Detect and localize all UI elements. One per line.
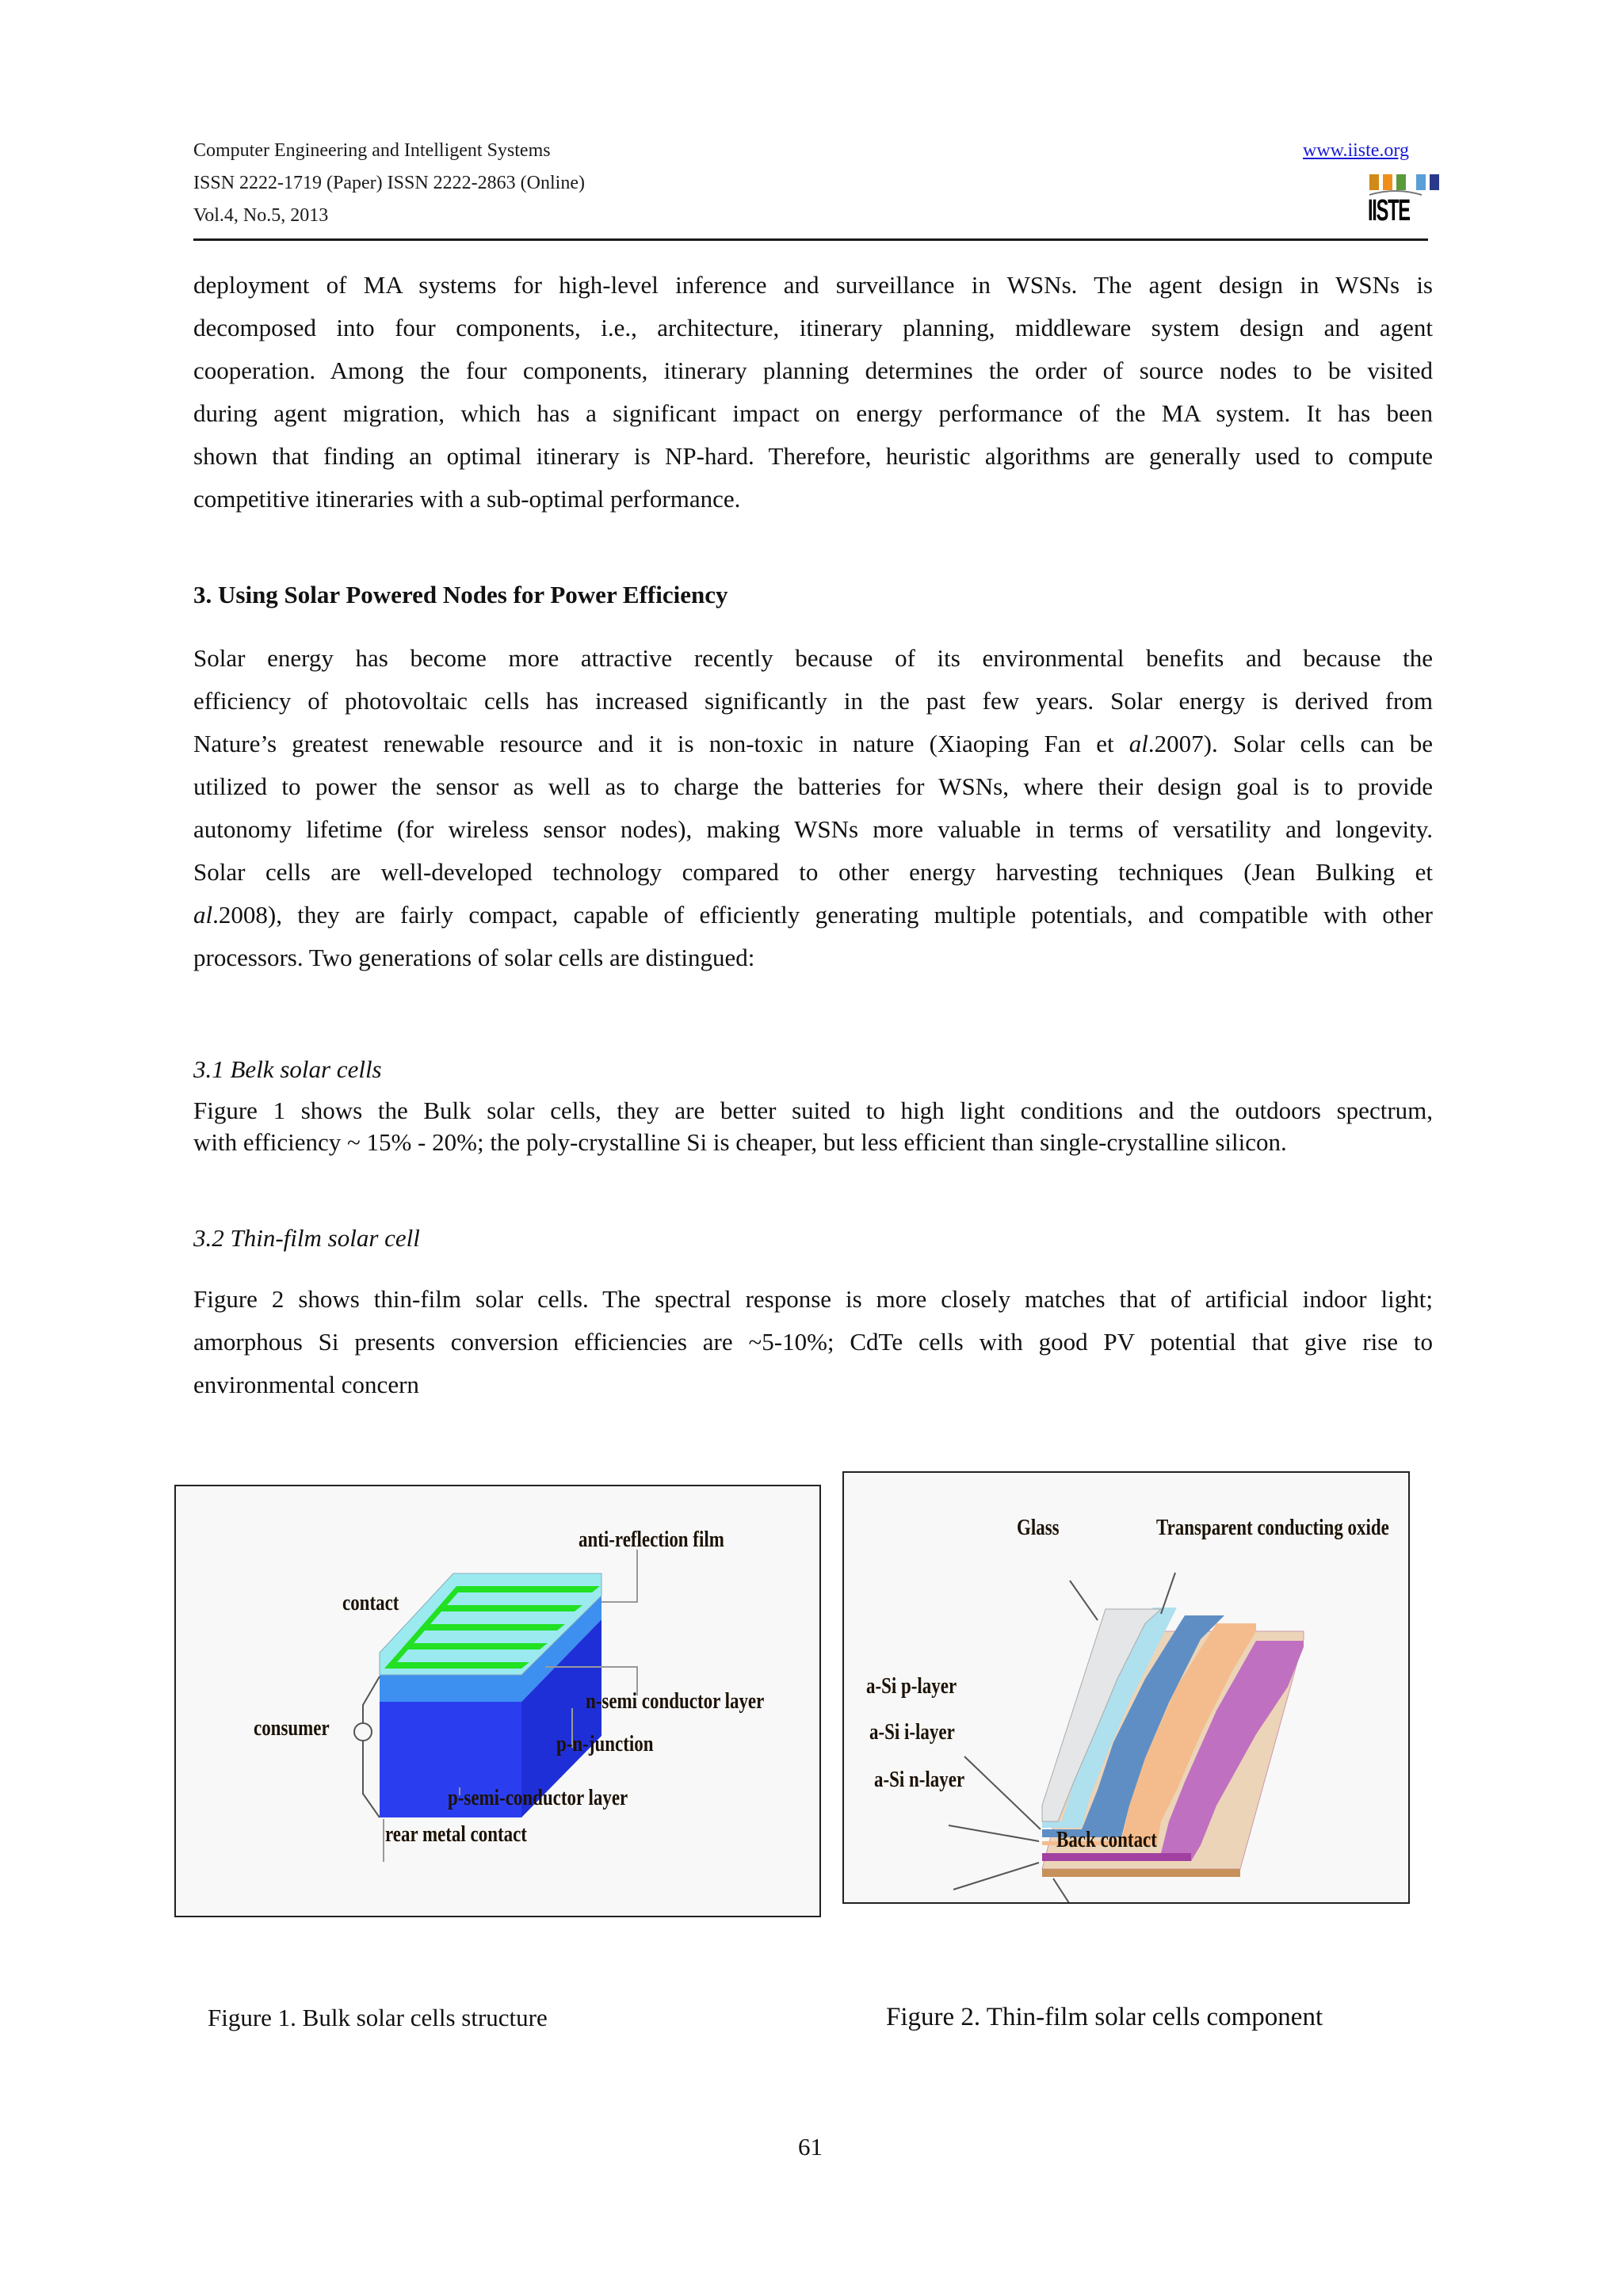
label-back-contact: Back contact	[1056, 1828, 1157, 1852]
paragraph-line: efficiency of photovoltaic cells has increased significantly in the past few years. Solar energy is derived from	[193, 687, 1433, 715]
label-consumer: consumer	[254, 1716, 330, 1741]
paragraph-line: Solar cells are well-developed technology compared to other energy harvesting techniques (Jean Bulking et	[193, 858, 1433, 886]
paragraph-line: decomposed into four components, i.e., architecture, itinerary planning, middleware system design and agent	[193, 314, 1433, 341]
figure-2-caption: Figure 2. Thin-film solar cells component	[886, 2003, 1323, 2031]
paragraph-line: Solar energy has become more attractive recently because of its environmental benefits and because the	[193, 644, 1433, 672]
citation-italic: al	[193, 901, 213, 929]
paragraph-line: competitive itineraries with a sub-optimal performance.	[193, 485, 741, 513]
paragraph-line: amorphous Si presents conversion efficiencies are ~5-10%; CdTe cells with good PV potential that give rise to	[193, 1328, 1433, 1356]
label-n-semiconductor-layer: n-semi conductor layer	[586, 1689, 765, 1714]
figure-1-bulk-solar-cell	[174, 1485, 821, 1917]
volume-line: Vol.4, No.5, 2013	[193, 205, 329, 226]
paragraph-line: shown that finding an optimal itinerary is NP-hard. Therefore, heuristic algorithms are generally used to compute	[193, 442, 1433, 470]
issn-line: ISSN 2222-1719 (Paper) ISSN 2222-2863 (Online)	[193, 173, 585, 193]
text-run: Nature’s greatest renewable resource and it is non-toxic in nature (Xiaoping Fan et	[193, 730, 1129, 757]
paragraph-line	[193, 723, 1433, 765]
section3-1-paragraph	[193, 1095, 1433, 1158]
text-run: .2008), they are fairly compact, capable of efficiently generating multiple potentials, and compatible with other	[212, 901, 1433, 929]
journal-website-link[interactable]: www.iiste.org	[1303, 140, 1409, 161]
section3-paragraph	[193, 637, 1433, 979]
figure-2-thin-film-solar-cell	[842, 1471, 1410, 1904]
logo-bar	[1416, 174, 1426, 190]
logo-bar	[1396, 174, 1406, 190]
paragraph-line: environmental concern	[193, 1371, 419, 1398]
logo-text: IISTE	[1368, 194, 1410, 227]
intro-paragraph	[193, 264, 1433, 521]
text-run: .2007). Solar cells can be	[1148, 730, 1433, 757]
header-rule	[193, 238, 1428, 241]
section3-2-paragraph	[193, 1278, 1433, 1406]
paragraph-line: deployment of MA systems for high-level inference and surveillance in WSNs. The agent design in WSNs is	[193, 271, 1433, 299]
logo-bar	[1383, 174, 1392, 190]
paragraph-line: during agent migration, which has a significant impact on energy performance of the MA system. It has been	[193, 399, 1433, 427]
logo-bar	[1430, 174, 1439, 190]
paragraph-line: cooperation. Among the four components, itinerary planning determines the order of source nodes to be visited	[193, 357, 1433, 384]
label-rear-metal-contact: rear metal contact	[385, 1822, 527, 1847]
subsection-heading: 3.1 Belk solar cells	[193, 1055, 382, 1083]
label-transparent-conducting-oxide: Transparent conducting oxide	[1156, 1516, 1389, 1540]
label-p-semiconductor-layer: p-semi-conductor layer	[448, 1786, 628, 1810]
label-glass: Glass	[1017, 1516, 1060, 1540]
logo-color-bars	[1369, 174, 1439, 190]
citation-italic: al	[1128, 730, 1148, 757]
paragraph-line: autonomy lifetime (for wireless sensor nodes), making WSNs more valuable in terms of versatility and longevity.	[193, 815, 1433, 843]
logo-bar	[1369, 174, 1379, 190]
section-heading: 3. Using Solar Powered Nodes for Power Efficiency	[193, 581, 728, 608]
label-pn-junction: p-n-junction	[556, 1732, 654, 1756]
paragraph-line: Figure 1 shows the Bulk solar cells, they are better suited to high light conditions and the outdoors spectrum,	[193, 1097, 1433, 1124]
label-a-si-i-layer: a-Si i-layer	[869, 1720, 955, 1745]
subsection-heading: 3.2 Thin-film solar cell	[193, 1224, 420, 1252]
paragraph-line: utilized to power the sensor as well as to charge the batteries for WSNs, where their design goal is to provide	[193, 772, 1433, 800]
iiste-logo	[1368, 173, 1423, 231]
page-number: 61	[798, 2133, 823, 2161]
paragraph-line: processors. Two generations of solar cells are distingued:	[193, 944, 755, 971]
figure-1-caption: Figure 1. Bulk solar cells structure	[208, 2004, 548, 2031]
label-a-si-n-layer: a-Si n-layer	[874, 1768, 965, 1792]
paragraph-line: Figure 2 shows thin-film solar cells. The spectral response is more closely matches that of artificial indoor light;	[193, 1285, 1433, 1313]
label-a-si-p-layer: a-Si p-layer	[866, 1674, 957, 1699]
label-anti-reflection-film: anti-reflection film	[579, 1527, 724, 1552]
label-contact: contact	[342, 1591, 399, 1615]
paragraph-line: with efficiency ~ 15% - 20%; the poly-crystalline Si is cheaper, but less efficient than single-crystalline silicon.	[193, 1128, 1287, 1156]
journal-title: Computer Engineering and Intelligent Systems	[193, 140, 551, 161]
paragraph-line	[193, 894, 1433, 936]
